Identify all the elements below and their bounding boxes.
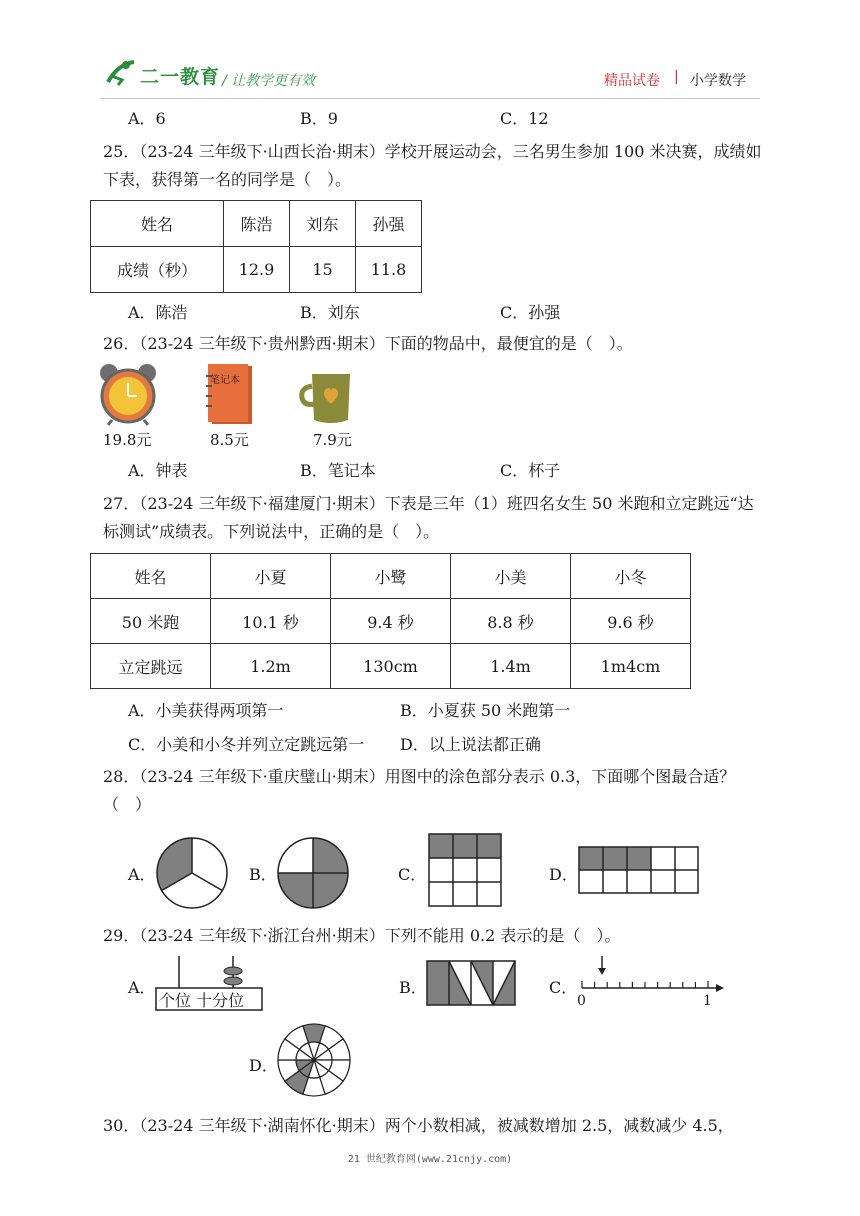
header-separator: | (674, 69, 679, 85)
table-cell: 9.6 秒 (571, 599, 691, 644)
notebook-price: 8.5元 (210, 431, 249, 449)
q28-circle-quarters (276, 836, 350, 910)
cup-icon (298, 370, 358, 426)
q28-text: 28．（23-24 三年级下·重庆璧山·期末）用图中的涂色部分表示 0.3，下面哪个图最合适？（ ） (103, 767, 736, 814)
table-cell: 12.9 (224, 247, 290, 293)
q29-circle-wheel (276, 1022, 352, 1098)
table-cell: 陈浩 (224, 201, 290, 247)
table-cell: 小鹭 (331, 554, 451, 599)
q29-rect-strips (426, 960, 518, 1006)
table-cell: 50 米跑 (91, 599, 211, 644)
table-cell: 成绩（秒） (91, 247, 224, 293)
header-subject: 小学数学 (690, 73, 746, 89)
table-cell: 9.4 秒 (331, 599, 451, 644)
table-cell: 孙强 (356, 201, 422, 247)
table-cell: 刘东 (290, 201, 356, 247)
q26-option-b[interactable]: B．笔记本 (300, 461, 376, 480)
notebook-label: 笔记本 (210, 375, 240, 386)
q27-table (90, 553, 691, 689)
table-cell: 11.8 (356, 247, 422, 293)
q30-text: 30．（23-24 三年级下·湖南怀化·期末）两个小数相减，被减数增加 2.5，减数减少 4.5， (103, 1116, 734, 1135)
q27-option-d[interactable]: D．以上说法都正确 (400, 735, 541, 754)
q25-text: 25．（23-24 三年级下·山西长治·期末）学校开展运动会，三名男生参加 100 米决赛，成绩如下表，获得第一名的同学是（ ）。 (103, 142, 762, 189)
table-cell: 小冬 (571, 554, 691, 599)
table-cell: 小美 (451, 554, 571, 599)
q29-text: 29．（23-24 三年级下·浙江台州·期末）下列不能用 0.2 表示的是（ ）。 (103, 926, 621, 945)
brand-name: 二一教育 (140, 66, 221, 88)
q27-text: 27．（23-24 三年级下·福建厦门·期末）下表是三年（1）班四名女生 50 米跑和立定跳远“达标测试”成绩表。下列说法中，正确的是（ ）。 (103, 494, 754, 541)
q28-label-b[interactable]: B． (249, 865, 277, 884)
q29-label-b[interactable]: B． (399, 978, 427, 997)
header-divider (100, 98, 760, 99)
q26-text: 26．（23-24 三年级下·贵州黔西·期末）下面的物品中，最便宜的是（ ）。 (103, 334, 633, 353)
table-cell: 15 (290, 247, 356, 293)
q29-number-line (576, 952, 726, 994)
q25-option-b[interactable]: B．刘东 (300, 303, 360, 322)
table-cell: 姓名 (91, 554, 211, 599)
table-cell: 130cm (331, 644, 451, 689)
cup-price: 7.9元 (313, 431, 352, 449)
slogan: / 让教学更有效 (222, 73, 316, 89)
table-cell: 1.4m (451, 644, 571, 689)
table-cell: 1m4cm (571, 644, 691, 689)
q28-grid-2x5 (578, 846, 700, 894)
number-line-end: 1 (703, 993, 712, 1009)
table-cell: 1.2m (211, 644, 331, 689)
q28-circle-thirds (155, 836, 229, 910)
q26-option-c[interactable]: C．杯子 (500, 461, 561, 480)
table-cell: 立定跳远 (91, 644, 211, 689)
number-line-start: 0 (577, 993, 586, 1009)
abacus-label: 个位 十分位 (159, 991, 245, 1010)
table-cell: 姓名 (91, 201, 224, 247)
q25-table (90, 200, 422, 293)
table-cell: 小夏 (211, 554, 331, 599)
q28-label-a[interactable]: A． (128, 865, 156, 884)
q27-option-a[interactable]: A．小美获得两项第一 (128, 701, 284, 720)
q27-option-b[interactable]: B．小夏获 50 米跑第一 (400, 701, 571, 720)
q27-option-c[interactable]: C．小美和小冬并列立定跳远第一 (128, 735, 365, 754)
q28-grid-3x3 (428, 833, 504, 909)
clock-price: 19.8元 (103, 431, 152, 449)
q29-label-c[interactable]: C． (549, 978, 578, 997)
q29-label-d[interactable]: D． (249, 1056, 278, 1075)
runner-logo-icon (104, 58, 140, 86)
page-footer: 21 世纪教育网(www.21cnjy.com) (347, 1154, 513, 1165)
table-cell: 10.1 秒 (211, 599, 331, 644)
header-label: 精品试卷 (604, 73, 660, 89)
q24-option-c[interactable]: C．12 (500, 109, 549, 128)
alarm-clock-icon (98, 362, 158, 426)
table-cell: 8.8 秒 (451, 599, 571, 644)
q24-option-a[interactable]: A．6 (128, 109, 166, 128)
q28-label-d[interactable]: D． (549, 865, 578, 884)
q26-option-a[interactable]: A．钟表 (128, 461, 188, 480)
q28-label-c[interactable]: C． (398, 865, 427, 884)
q25-option-c[interactable]: C．孙强 (500, 303, 561, 322)
q25-option-a[interactable]: A．陈浩 (128, 303, 188, 322)
q29-label-a[interactable]: A． (128, 978, 156, 997)
q24-option-b[interactable]: B．9 (300, 109, 338, 128)
